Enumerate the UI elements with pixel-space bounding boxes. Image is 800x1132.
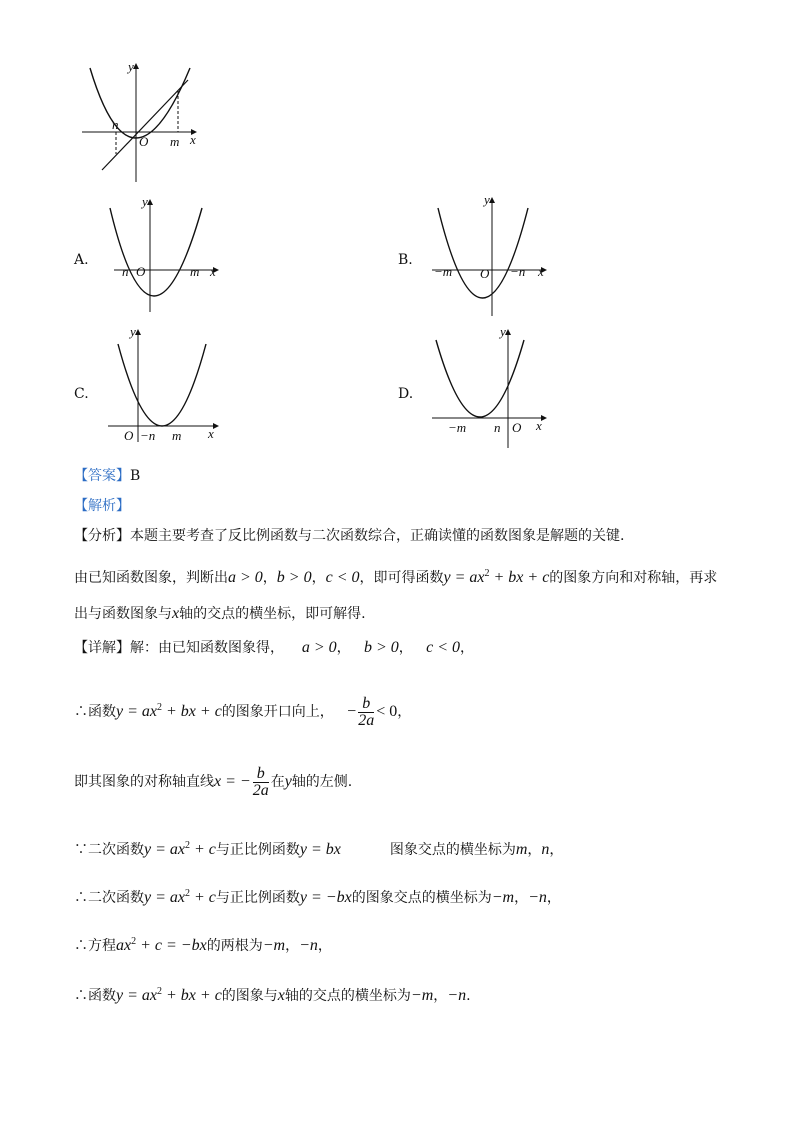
svg-text:n: n <box>122 264 129 279</box>
svg-text:−m: −m <box>434 264 453 279</box>
option-b-graph <box>428 194 552 318</box>
option-d-label: D. <box>398 386 414 402</box>
option-d-graph <box>428 324 552 450</box>
svg-text:x: x <box>536 418 542 433</box>
option-a-graph <box>104 194 224 314</box>
svg-text:m: m <box>172 428 182 443</box>
analysis-para: 【分析】本题主要考查了反比例函数与二次函数综合，正确读懂的函数图象是解题的关键. <box>74 528 625 544</box>
svg-text:x: x <box>208 426 214 441</box>
svg-text:O: O <box>480 266 490 281</box>
svg-text:−n: −n <box>510 264 526 279</box>
svg-text:x: x <box>538 264 544 279</box>
because-line: ∵二次函数$y = ax^2 + c$与正比例函数y = bx 图象交点的横坐标为m，n， <box>74 840 564 858</box>
option-c-label: C. <box>74 386 89 402</box>
analysis-tag: 【解析】 <box>74 498 130 514</box>
option-c-graph <box>104 324 224 448</box>
svg-text:y: y <box>484 194 490 207</box>
n-label: n <box>112 117 119 132</box>
svg-text:y: y <box>130 324 136 339</box>
m-label: m <box>170 134 180 149</box>
svg-text:−m: −m <box>448 420 467 435</box>
parabola <box>90 68 190 138</box>
svg-text:−n: −n <box>140 428 156 443</box>
svg-text:y: y <box>500 324 506 339</box>
x-label: x <box>190 132 196 147</box>
y-label: y <box>128 59 134 74</box>
answer-tag: 【答案】 <box>74 468 130 484</box>
option-b-label: B. <box>398 252 413 268</box>
axis-line: 即其图象的对称轴直线x = − $\frac{b}{2a}$ 在y轴的左侧. <box>74 764 353 799</box>
open-up-line: ∴函数$y = ax^2$ + bx + c的图象开口向上， − $\frac{b}{2a}$ < 0， <box>74 694 412 729</box>
svg-text:m: m <box>190 264 200 279</box>
therefore-line-1: ∴二次函数$y = ax^2 + c$与正比例函数y = −bx的图象交点的横坐标为−m，−n， <box>74 888 561 906</box>
reasoning-line-1: 由已知函数图象，判断出a > 0，b > 0，c < 0，即可得函数$y = ax^2$ + bx + c的图象方向和对称轴，再求 <box>74 568 718 586</box>
answer-line <box>74 466 140 486</box>
main-graph <box>80 58 200 188</box>
svg-text:n: n <box>494 420 501 435</box>
equation-line: ∴方程$ax^2 + c = -bx$的两根为−m，−n， <box>74 936 332 954</box>
answer-value: B <box>130 468 141 484</box>
reasoning-line-2: 出与函数图象与x轴的交点的横坐标，即可解得. <box>74 605 366 622</box>
svg-text:O: O <box>136 264 146 279</box>
svg-text:O: O <box>512 420 522 435</box>
detail-line: 【详解】解：由已知函数图象得， a > 0， b > 0， c < 0， <box>74 639 475 656</box>
svg-text:x: x <box>210 264 216 279</box>
option-a-label: A. <box>74 252 89 268</box>
svg-text:O: O <box>124 428 134 443</box>
origin-label: O <box>139 134 149 149</box>
svg-text:y: y <box>142 194 148 209</box>
conclusion-line: ∴函数$y = ax^2$ + bx + c的图象与x轴的交点的横坐标为−m，−n. <box>74 986 471 1004</box>
